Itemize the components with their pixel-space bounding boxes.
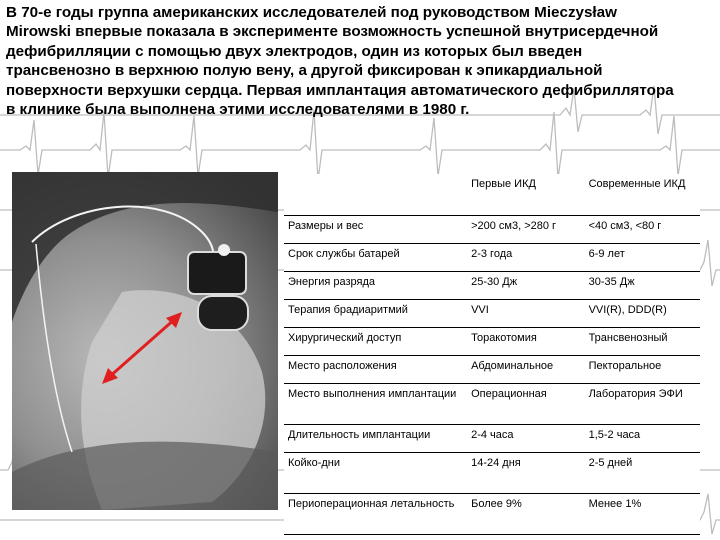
row-label: Длительность имплантации — [284, 425, 467, 453]
intro-line: В 70-е годы группа американских исследователей под руководством Mieczysław — [6, 4, 617, 21]
icd-comparison-table — [284, 174, 700, 535]
intro-line: Mirowski впервые показала в эксперименте возможность успешной внутрисердечной — [6, 23, 659, 41]
diaphragm-shadow — [12, 442, 278, 510]
table-row — [284, 356, 700, 384]
table-cell: 30-35 Дж — [585, 272, 700, 300]
header-cell: Современные ИКД — [585, 174, 700, 216]
table-cell: 6-9 лет — [585, 244, 700, 272]
table-cell: VVI — [467, 300, 584, 328]
row-label: Энергия разряда — [284, 272, 467, 300]
table-header-row — [284, 174, 700, 216]
intro-line: дефибрилляции с помощью двух электродов, один из которых был введен — [6, 42, 583, 60]
table-row — [284, 300, 700, 328]
table-row — [284, 453, 700, 494]
table-cell: Пекторальное — [585, 356, 700, 384]
xray-image — [12, 172, 278, 510]
intro-paragraph — [6, 3, 718, 119]
table-cell: <40 см3, <80 г — [585, 216, 700, 244]
row-label: Срок службы батарей — [284, 244, 467, 272]
row-label: Размеры и вес — [284, 216, 467, 244]
table-row — [284, 328, 700, 356]
row-label: Место выполнения имплантации — [284, 384, 467, 425]
table-cell: 2-4 часа — [467, 425, 584, 453]
icd-header — [218, 244, 230, 256]
table-cell: 25-30 Дж — [467, 272, 584, 300]
table-row — [284, 244, 700, 272]
table-cell: Более 9% — [467, 494, 584, 535]
table-row — [284, 494, 700, 535]
intro-line: трансвенозно в верхнюю полую вену, а другой фиксирован к эпикардиальной — [6, 62, 603, 80]
table-cell: VVI(R), DDD(R) — [585, 300, 700, 328]
table-row — [284, 425, 700, 453]
icd-generator — [188, 252, 246, 294]
row-label: Терапия брадиаритмий — [284, 300, 467, 328]
intro-line: в клинике была выполнена этими исследователями в 1980 г. — [6, 101, 470, 119]
table-cell: 1,5-2 часа — [585, 425, 700, 453]
table-cell: Абдоминальное — [467, 356, 584, 384]
ecg-trace — [0, 110, 720, 180]
row-label: Хирургический доступ — [284, 328, 467, 356]
table-row — [284, 216, 700, 244]
icd-generator-lower — [198, 296, 248, 330]
intro-line: поверхности верхушки сердца. Первая имплантация автоматического дефибриллятора — [6, 81, 674, 99]
table-cell: Менее 1% — [585, 494, 700, 535]
table-row — [284, 272, 700, 300]
table-cell: 14-24 дня — [467, 453, 584, 494]
table-cell: Трансвенозный — [585, 328, 700, 356]
table-row — [284, 384, 700, 425]
lead-wire — [36, 244, 72, 452]
header-cell: Первые ИКД — [467, 174, 584, 216]
row-label: Место расположения — [284, 356, 467, 384]
header-cell — [284, 174, 467, 216]
table-cell: >200 см3, >280 г — [467, 216, 584, 244]
table-cell: 2-5 дней — [585, 453, 700, 494]
table-cell: Лаборатория ЭФИ — [585, 384, 700, 425]
row-label: Койко-дни — [284, 453, 467, 494]
table-cell: Торакотомия — [467, 328, 584, 356]
table-cell: 2-3 года — [467, 244, 584, 272]
table-cell: Операционная — [467, 384, 584, 425]
row-label: Периоперационная летальность — [284, 494, 467, 535]
